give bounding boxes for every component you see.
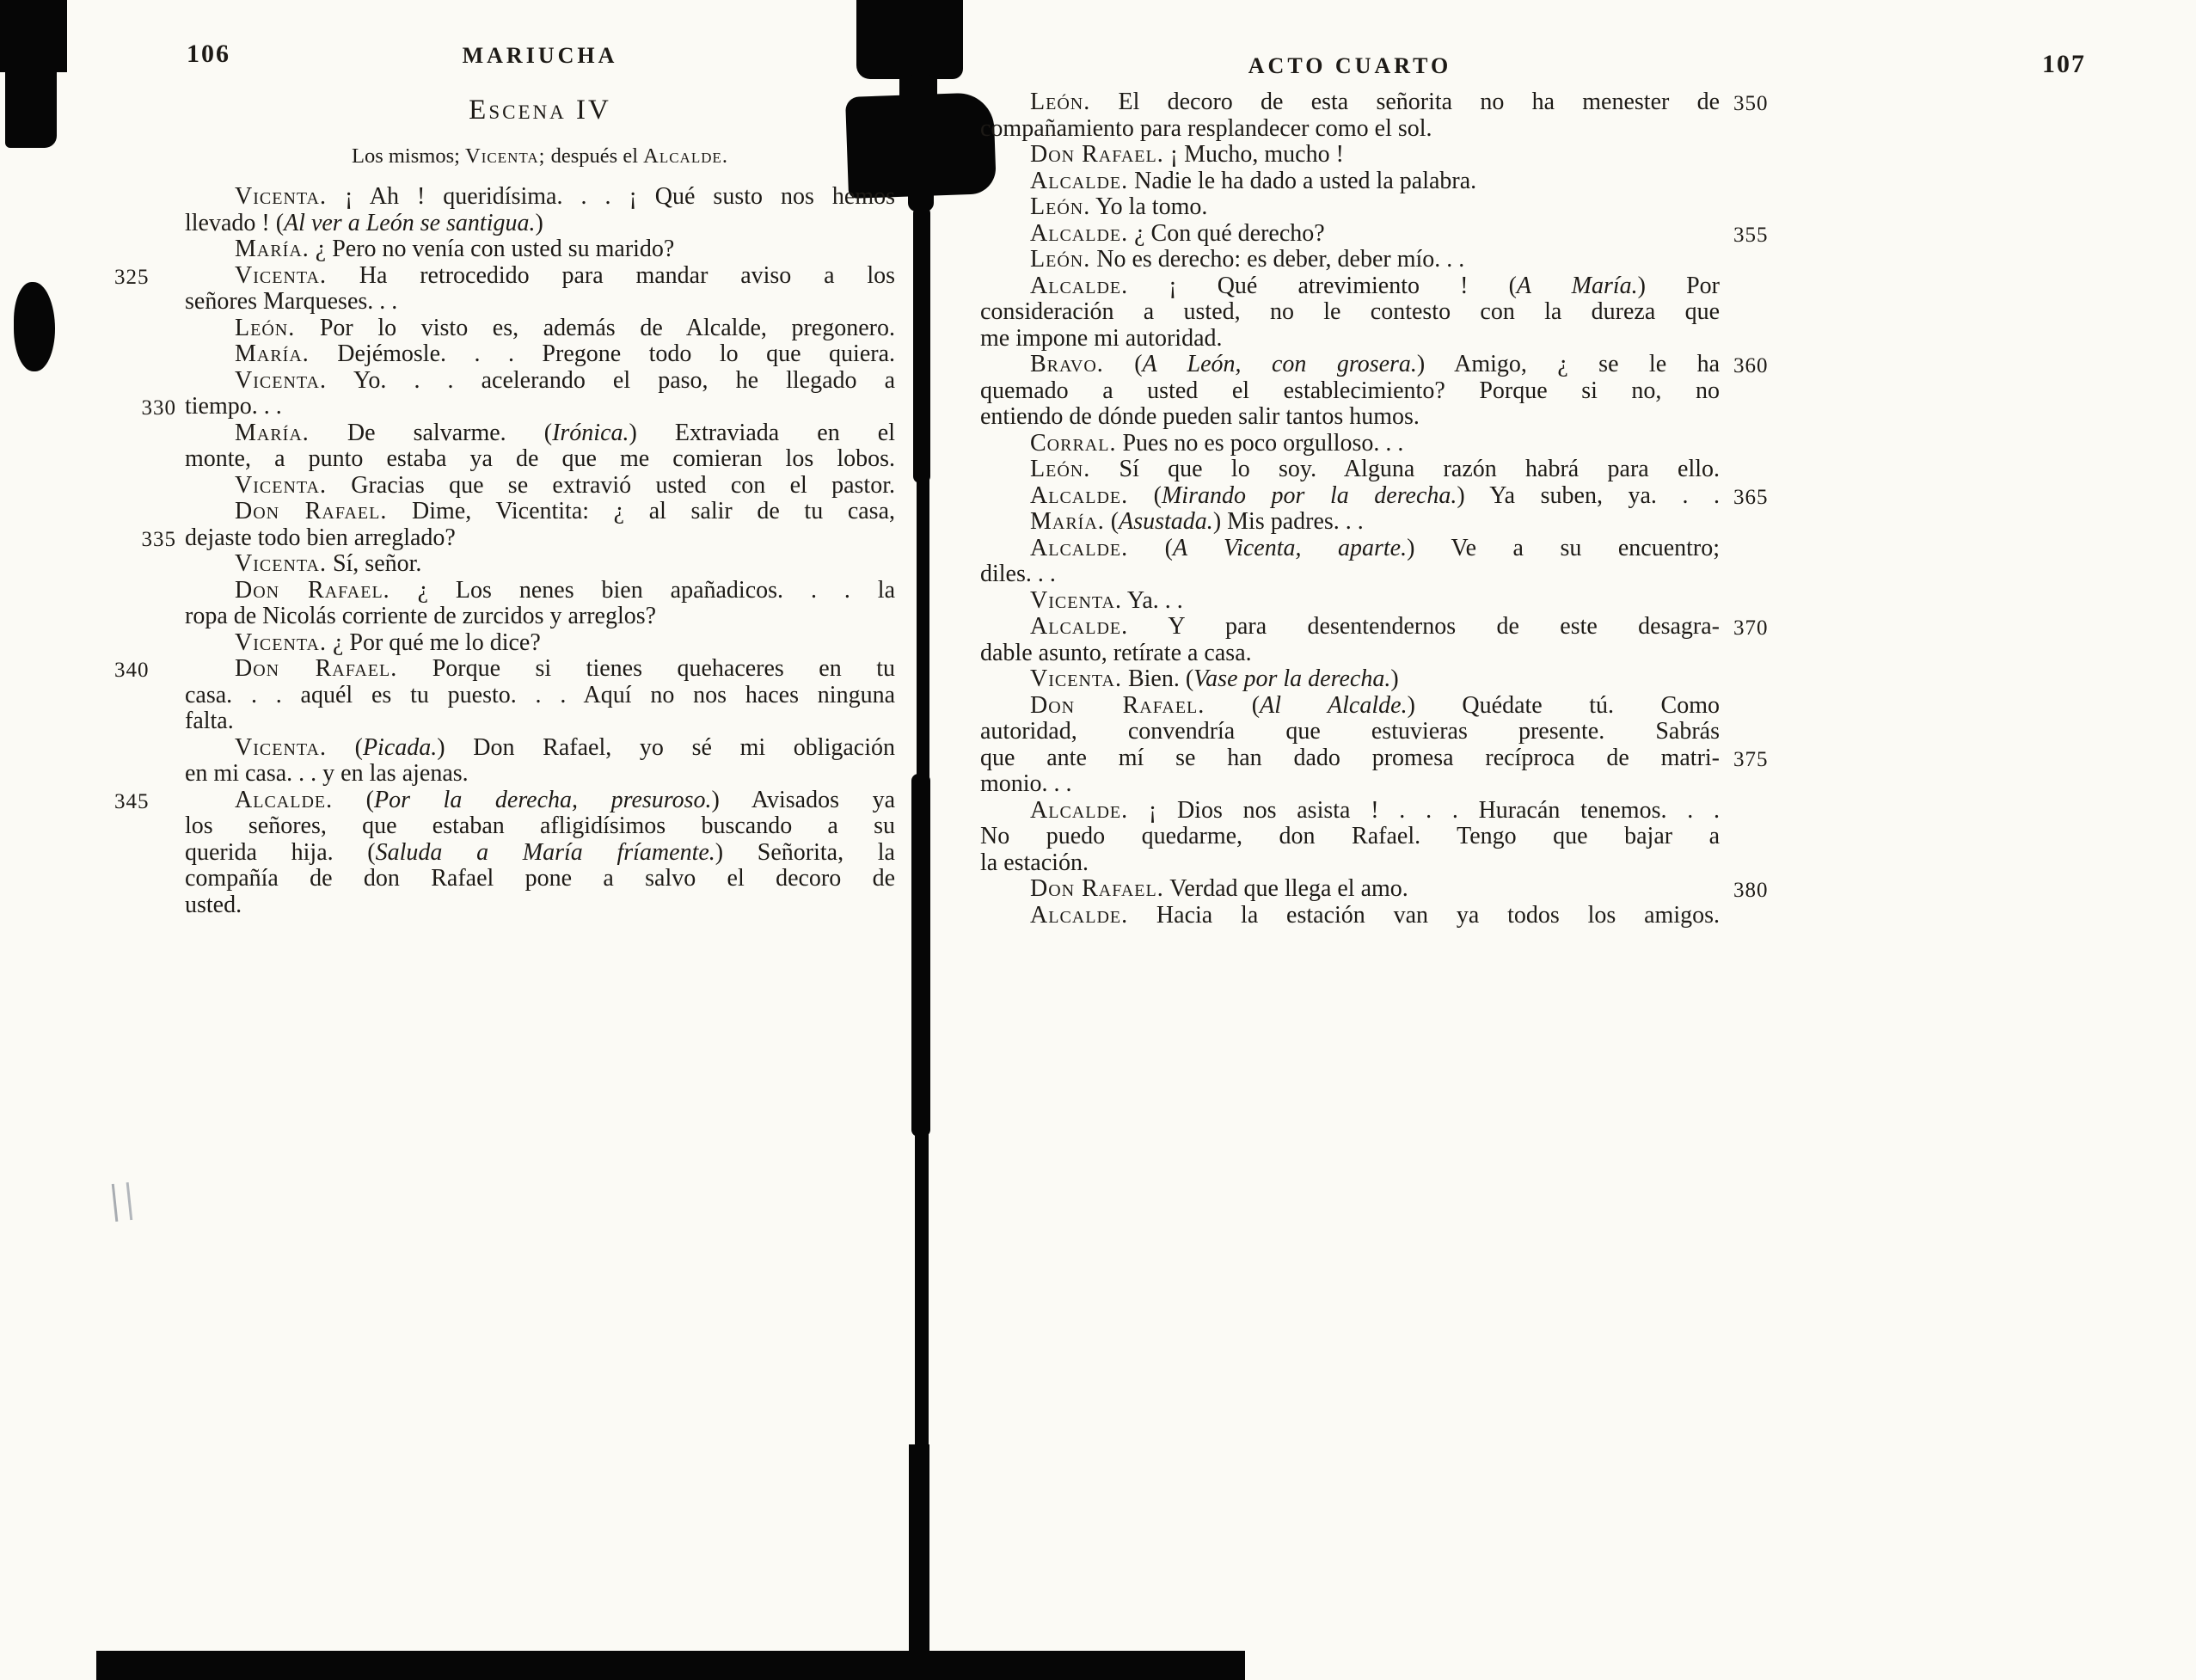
text-line [980,588,1720,615]
scan-artifact-top-left-block-tail [5,72,57,148]
text-line [185,211,895,237]
dialogue-text: Hacia la estación van ya todos los amigos. [1128,901,1720,929]
scan-artifact-gutter-line [915,1126,929,1455]
dialogue-text: que ante mí se han dado promesa recíproca de matri- [980,744,1720,771]
dialogue-text: Porque si tienes quehaceres en tu [397,655,895,682]
speaker-name: Vicenta. [235,471,327,499]
dialogue-text: ( [1128,481,1162,509]
text-line [185,473,895,500]
speaker-name: Vicenta. [1030,665,1122,692]
pencil-smudge-mark [112,1182,132,1222]
dialogue-text: De salvarme. ( [309,419,553,446]
speaker-name: María. [1030,508,1105,535]
text-line [185,630,895,657]
margin-line-number: 375 [1733,747,1769,771]
dialogue-text: quemado a usted el establecimiento? Porque si no, no [980,377,1720,404]
text-line [980,89,1769,116]
dialogue-text: ¡ Qué atrevimiento ! ( [1128,272,1517,299]
margin-line-number: 325 [114,265,150,289]
text-line [141,524,895,552]
text-line [185,813,895,840]
text-line [980,798,1720,825]
text-line [185,708,895,735]
stage-direction: Al Alcalde. [1260,691,1408,719]
dialogue-text: querida hija. ( [185,838,376,866]
speaker-name: Bravo. [1030,351,1104,377]
page-right [980,0,1769,1680]
dialogue-text: monte, a punto estaba ya de que me comieran los lobos. [185,445,895,472]
dialogue-text: Bien. ( [1121,665,1194,692]
dialogue-text: ( [1128,534,1173,561]
speaker-name: Don Rafael. [235,498,388,524]
margin-line-number: 365 [1733,485,1769,509]
text-line [185,499,895,525]
dialogue-text: dejaste todo bien arreglado? [185,524,456,551]
text-line [980,326,1720,353]
page-number-left: 106 [187,40,230,68]
dialogue-text: ) Mis padres. . . [1212,508,1364,535]
speaker-name: Alcalde. [1030,796,1129,824]
dialogue-text: No puedo quedarme, don Rafael. Tengo que bajar a [980,823,1720,849]
dialogue-text: Dime, Vicentita: ¿ al salir de tu casa, [387,498,895,524]
text-line [980,219,1769,248]
dialogue-text: ( [326,733,363,761]
dialogue-text: ¿ Con qué derecho? [1128,219,1325,247]
dialogue-text: Ha retrocedido para mandar aviso a los [326,261,895,289]
margin-line-number: 360 [1733,354,1769,377]
speaker-name: León. [235,314,296,341]
speaker-name: Vicenta; [465,144,546,168]
dialogue-text: ) Amigo, ¿ se le ha [1416,351,1720,377]
dialogue-text: ¡ Ah ! queridísima. . . ¡ Qué susto nos hemos [326,183,895,210]
dialogue-text: ¿ Pero no venía con usted su marido? [309,236,675,262]
stage-direction: A Vicenta, aparte. [1172,534,1408,561]
dialogue-text: ) [535,209,543,236]
speaker-name: Alcalde. [643,144,728,168]
dialogue-text: usted. [185,891,242,918]
dialogue-text: ) Ve a su encuentro; [1407,534,1721,561]
dialogue-text: No es derecho: es deber, deber mío. . . [1090,246,1465,273]
scene-note [185,144,895,169]
text-line [185,735,895,762]
text-line [980,457,1720,483]
dialogue-text: Sí, señor. [326,550,422,577]
text-line [185,289,895,316]
dialogue-text: Sí que lo soy. Alguna razón habrá para ello. [1090,456,1720,482]
speaker-name: María. [235,419,310,446]
dialogue-text: ( [1205,691,1261,719]
running-title-right: ACTO CUARTO [1248,53,1452,78]
dialogue-text: Yo. . . acelerando el paso, he llegado a [326,366,895,394]
scan-artifact-gutter-line [911,774,930,1137]
text-line [980,850,1720,877]
dialogue-text: ) Avisados ya [711,786,895,813]
speaker-name: León. [1030,193,1091,220]
dialogue-text: ) Ya suben, ya. . . [1457,481,1720,509]
text-line [980,378,1720,405]
text-line [185,446,895,473]
dialogue-text: ) Don Rafael, yo sé mi obligación [437,733,895,761]
text-line [980,561,1720,588]
dialogue-text: señores Marqueses. . . [185,288,398,315]
speaker-name: Don Rafael. [1030,875,1164,902]
text-line [185,604,895,630]
stage-direction: Vase por la derecha. [1193,665,1391,692]
speaker-name: Vicenta. [235,261,327,289]
text-line [980,613,1769,641]
scene-heading: Escena IV [469,95,611,126]
speaker-name: María. [235,236,310,262]
text-line [980,431,1720,457]
speaker-name: Alcalde. [1030,613,1129,640]
scan-artifact-gutter-line [917,473,929,784]
text-line [114,655,895,683]
dialogue-text: Los mismos; [351,144,466,168]
margin-line-number: 335 [141,527,176,551]
dialogue-text: ) Quédate tú. Como [1407,691,1721,719]
text-line [185,761,895,788]
dialogue-text: Y para desentendernos de este desagra- [1128,613,1720,640]
dialogue-text: dable asunto, retírate a casa. [980,639,1252,666]
text-line [185,683,895,709]
text-line [980,719,1720,745]
speaker-name: Don Rafael. [235,576,390,604]
speaker-name: Don Rafael. [1030,691,1205,719]
margin-line-number: 345 [114,789,150,813]
text-line [185,236,895,263]
dialogue-text: llevado ! ( [185,209,285,236]
text-line [980,771,1720,798]
speaker-name: Alcalde. [1030,481,1129,509]
dialogue-text: Ya. . . [1121,586,1183,614]
dialogue-text: ¡ Dios nos asista ! . . . Huracán tenemos. . . [1128,796,1720,824]
text-line [980,641,1720,667]
scan-artifact-gutter-line [908,74,934,212]
dialogue-text: compañía de don Rafael pone a salvo el decoro de [185,865,895,892]
margin-line-number: 330 [141,396,176,420]
text-line [980,509,1720,536]
speaker-name: Alcalde. [1030,272,1129,299]
text-line [185,551,895,578]
dialogue-text: diles. . . [980,561,1056,587]
right-text-block [980,89,1769,929]
text-line [980,299,1720,326]
text-line [980,169,1720,195]
page-left [114,0,895,1680]
text-line [980,744,1769,772]
text-line [114,786,895,814]
text-line [185,892,895,919]
speaker-name: Alcalde. [1030,167,1129,194]
dialogue-text: ¡ Mucho, mucho ! [1163,141,1344,168]
dialogue-text: ) Por [1637,272,1720,299]
margin-line-number: 380 [1733,879,1769,902]
dialogue-text: ¿ Por qué me lo dice? [326,628,541,656]
dialogue-text: Yo la tomo. [1090,193,1208,220]
text-line [185,578,895,604]
left-text-block [114,183,895,918]
stage-direction: Picada. [362,733,438,761]
dialogue-text: autoridad, convendría que estuvieras presente. Sabrás [980,718,1720,745]
text-line [185,316,895,342]
text-line [980,404,1720,431]
margin-line-number: 355 [1733,223,1769,247]
speaker-name: María. [235,340,310,367]
dialogue-text: ) [1390,665,1399,692]
text-line [980,481,1769,510]
text-line [980,351,1769,378]
margin-line-number: 350 [1733,92,1769,115]
stage-direction: Asustada. [1119,508,1213,535]
speaker-name: Alcalde. [1030,901,1129,929]
text-line [980,536,1720,562]
scan-artifact-gutter-line [909,1444,929,1680]
text-line [185,866,895,892]
speaker-name: Vicenta. [1030,586,1122,614]
dialogue-text: tiempo. . . [185,393,282,420]
speaker-name: Alcalde. [235,786,334,813]
dialogue-text: Por lo visto es, además de Alcalde, pregonero. [295,314,895,341]
dialogue-text: El decoro de esta señorita no ha menester de [1090,89,1720,115]
dialogue-text: compañamiento para resplandecer como el sol. [980,114,1432,142]
dialogue-text: ( [1104,508,1119,535]
speaker-name: Vicenta. [235,733,327,761]
dialogue-text: entiendo de dónde pueden salir tantos humos. [980,403,1420,430]
dialogue-text: en mi casa. . . y en las ajenas. [185,760,469,787]
text-line [980,693,1720,720]
dialogue-text: ropa de Nicolás corriente de zurcidos y arreglos? [185,603,657,629]
speaker-name: León. [1030,89,1091,115]
text-line [185,341,895,368]
text-line [980,142,1720,169]
dialogue-text: ) Señorita, la [715,838,895,866]
margin-line-number: 340 [114,659,150,682]
dialogue-text: después el [545,144,644,168]
dialogue-text: Pues no es poco orgulloso. . . [1116,429,1404,457]
dialogue-text: la estación. [980,849,1089,876]
text-line [980,194,1720,221]
text-line [185,184,895,211]
text-line [980,903,1720,929]
text-line [185,420,895,447]
stage-direction: Al ver a León se santigua. [284,209,536,236]
speaker-name: Vicenta. [235,550,327,577]
dialogue-text: monio. . . [980,770,1072,797]
dialogue-text: ( [1103,351,1143,377]
text-line [114,261,895,290]
text-line [980,824,1720,850]
stage-direction: Irónica. [552,419,629,446]
speaker-name: Alcalde. [1030,534,1129,561]
dialogue-text: falta. [185,708,234,734]
stage-direction: Mirando por la derecha. [1161,481,1457,509]
speaker-name: León. [1030,456,1091,482]
text-line [980,666,1720,693]
running-title-left: MARIUCHA [462,43,618,68]
text-line [141,393,895,420]
dialogue-text: ¿ Los nenes bien apañadicos. . . la [390,576,895,604]
scan-artifact-left-ink-blot [14,282,55,371]
text-line [185,368,895,395]
margin-line-number: 370 [1733,616,1769,640]
stage-direction: Por la derecha, presuroso. [374,786,712,813]
stage-direction: A León, con grosera. [1142,351,1417,377]
stage-direction: Saluda a María fríamente. [375,838,715,866]
dialogue-text: Dejémosle. . . Pregone todo lo que quiera. [309,340,895,367]
text-line [980,247,1720,273]
speaker-name: Corral. [1030,429,1117,457]
scan-artifact-gutter-line [913,206,930,483]
dialogue-text: Nadie le ha dado a usted la palabra. [1128,167,1477,194]
dialogue-text: me impone mi autoridad. [980,324,1223,352]
dialogue-text: casa. . . aquél es tu puesto. . . Aquí no nos haces ninguna [185,681,895,708]
speaker-name: Alcalde. [1030,219,1129,247]
text-line [980,273,1720,300]
speaker-name: Vicenta. [235,183,327,210]
dialogue-text: ( [333,786,374,813]
dialogue-text: ) Extraviada en el [629,419,895,446]
dialogue-text: Gracias que se extravió usted con el pastor. [326,471,895,499]
dialogue-text: consideración a usted, no le contesto con la dureza que [980,298,1720,325]
text-line [980,116,1720,143]
dialogue-text: Verdad que llega el amo. [1163,875,1408,902]
scan-artifact-top-left-block [0,0,67,72]
speaker-name: Vicenta. [235,366,327,394]
speaker-name: Don Rafael. [235,655,398,682]
dialogue-text: los señores, que estaban afligidísimos buscando a su [185,812,895,839]
text-line [185,840,895,867]
stage-direction: A María. [1516,272,1638,299]
text-line [980,875,1769,903]
page-number-right: 107 [2042,50,2086,78]
speaker-name: Don Rafael. [1030,141,1164,168]
speaker-name: Vicenta. [235,628,327,656]
speaker-name: León. [1030,246,1091,273]
